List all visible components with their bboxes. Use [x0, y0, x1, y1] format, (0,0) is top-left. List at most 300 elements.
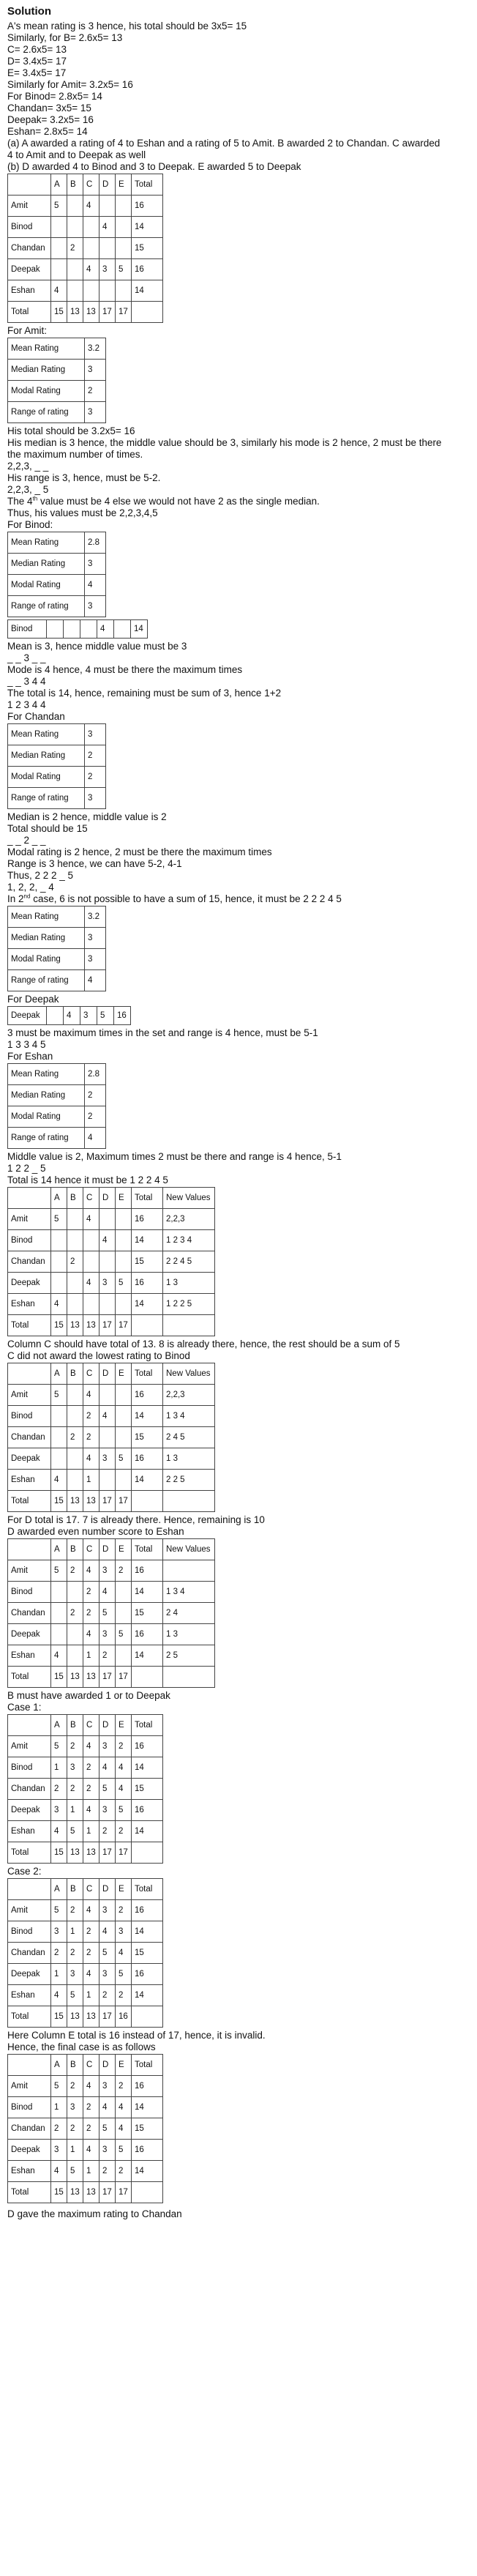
table-cell: Deepak	[8, 1800, 51, 1821]
text-line: For Deepak	[7, 994, 59, 1005]
stat-row	[8, 1128, 106, 1149]
header-cell: C	[83, 1879, 99, 1900]
table-cell	[67, 1582, 83, 1603]
stat-value: 3.2	[85, 338, 106, 360]
binod-stats-table	[7, 532, 106, 617]
table-cell: 2	[83, 2118, 99, 2140]
table-cell: 3	[80, 1007, 97, 1025]
stat-label: Mean Rating	[8, 724, 85, 745]
table-cell: 14	[132, 1406, 163, 1427]
table-cell: 17	[116, 1667, 132, 1688]
case-2-table	[7, 1878, 163, 2028]
header-cell: A	[51, 1715, 67, 1736]
table-cell: 2	[67, 2076, 83, 2097]
table-header-row	[8, 1879, 163, 1900]
table-row	[8, 1964, 163, 1985]
table-row	[8, 1736, 163, 1757]
table-cell: 2	[83, 1406, 99, 1427]
table-cell	[51, 1448, 67, 1470]
table-row	[8, 2161, 163, 2182]
table-cell	[51, 238, 67, 259]
table-cell: 15	[132, 2118, 163, 2140]
table-cell: 2	[67, 1943, 83, 1964]
table-row	[8, 1406, 215, 1427]
table-cell: 16	[132, 1209, 163, 1230]
table-cell: 4	[97, 620, 114, 639]
table-row	[8, 1943, 163, 1964]
text-line: 2,2,3, _ 5	[7, 484, 49, 495]
table-cell	[116, 1603, 132, 1624]
table-cell: 2	[67, 1736, 83, 1757]
table-cell: Amit	[8, 196, 51, 217]
header-cell: C	[83, 1539, 99, 1560]
table-cell	[132, 1667, 163, 1688]
stat-row	[8, 338, 106, 360]
text-line: Middle value is 2, Maximum times 2 must be there and range is 4 hence, 5-1	[7, 1151, 342, 1162]
table-cell: 15	[132, 1943, 163, 1964]
table-cell: 2	[116, 1985, 132, 2006]
table-cell: 2	[67, 1900, 83, 1921]
header-cell	[8, 2055, 51, 2076]
table-cell: Binod	[8, 2097, 51, 2118]
stat-label: Mean Rating	[8, 338, 85, 360]
table-cell: 2	[83, 1582, 99, 1603]
text-line: Median is 2 hence, middle value is 2	[7, 811, 167, 822]
table-cell: 3	[99, 1273, 116, 1294]
table-cell: 3	[99, 259, 116, 280]
stat-label: Modal Rating	[8, 1106, 85, 1128]
text-line: For Binod:	[7, 519, 53, 530]
table-cell: 14	[132, 2161, 163, 2182]
table-cell: Total	[8, 1842, 51, 1864]
text-line: C= 2.6x5= 13	[7, 44, 67, 55]
table-cell	[47, 620, 64, 639]
table-cell	[67, 1470, 83, 1491]
table-header-row	[8, 1539, 215, 1560]
table-row	[8, 1315, 215, 1336]
table-cell: 2 2 4 5	[163, 1251, 215, 1273]
table-cell: 5	[116, 1800, 132, 1821]
table-cell	[132, 1842, 163, 1864]
table-cell: Binod	[8, 1921, 51, 1943]
table-cell: 4	[83, 1900, 99, 1921]
table-cell: 2	[99, 1645, 116, 1667]
table-cell: 13	[67, 1315, 83, 1336]
table-row	[8, 620, 148, 639]
table-cell: 13	[67, 2006, 83, 2028]
table-cell: Eshan	[8, 1821, 51, 1842]
table-cell: 4	[83, 1560, 99, 1582]
table-cell: 17	[99, 1491, 116, 1512]
table-cell: 5	[51, 1209, 67, 1230]
stat-label: Mean Rating	[8, 1064, 85, 1085]
table-cell: 16	[132, 1736, 163, 1757]
header-cell: C	[83, 1188, 99, 1209]
header-cell: New Values	[163, 1363, 215, 1385]
table-cell: 4	[51, 1821, 67, 1842]
table-cell: 3	[67, 2097, 83, 2118]
header-cell: Total	[132, 1188, 163, 1209]
table-row	[8, 1779, 163, 1800]
table-cell: 2	[83, 1427, 99, 1448]
header-cell: C	[83, 1715, 99, 1736]
table-row	[8, 2118, 163, 2140]
table-cell: 4	[83, 1209, 99, 1230]
table-cell: 1	[67, 2140, 83, 2161]
table-row	[8, 280, 163, 302]
table-cell	[67, 1273, 83, 1294]
header-cell: Total	[132, 2055, 163, 2076]
table-cell: 5	[67, 1985, 83, 2006]
header-cell: Total	[132, 1715, 163, 1736]
table-cell: 3	[99, 1800, 116, 1821]
table-cell: 15	[132, 1427, 163, 1448]
text-line: Column C should have total of 13. 8 is already there, hence, the rest should be a sum of 5	[7, 1339, 400, 1350]
header-cell: A	[51, 174, 67, 196]
table-cell	[99, 1427, 116, 1448]
table-cell: 4	[116, 1757, 132, 1779]
table-cell: 15	[51, 1491, 67, 1512]
table-cell: 2 4	[163, 1603, 215, 1624]
table-cell	[83, 1230, 99, 1251]
stat-row	[8, 724, 106, 745]
table-cell: Amit	[8, 2076, 51, 2097]
header-cell: Total	[132, 1539, 163, 1560]
table-cell	[99, 1251, 116, 1273]
table-cell: 17	[99, 302, 116, 323]
text-line: Similarly for Amit= 3.2x5= 16	[7, 79, 133, 90]
table-cell: Binod	[8, 217, 51, 238]
header-cell: E	[116, 1539, 132, 1560]
table-row	[8, 1007, 131, 1025]
table-cell	[116, 1645, 132, 1667]
table-cell: Binod	[8, 620, 47, 639]
stat-label: Mean Rating	[8, 532, 85, 554]
header-cell: B	[67, 2055, 83, 2076]
table-cell: 5	[116, 2140, 132, 2161]
table-cell: Chandan	[8, 1251, 51, 1273]
table-cell	[83, 280, 99, 302]
table-cell	[83, 1251, 99, 1273]
text-line: Mode is 4 hence, 4 must be there the maximum times	[7, 664, 243, 675]
table-row	[8, 1273, 215, 1294]
table-cell: 14	[132, 1921, 163, 1943]
text-line: Range is 3 hence, we can have 5-2, 4-1	[7, 858, 182, 869]
table-cell: Eshan	[8, 1470, 51, 1491]
header-cell: B	[67, 1363, 83, 1385]
text-line: Hence, the final case is as follows	[7, 2041, 156, 2052]
table-cell	[67, 1448, 83, 1470]
table-cell: 17	[99, 1842, 116, 1864]
table-cell: 17	[99, 1315, 116, 1336]
table-cell	[67, 280, 83, 302]
table-row	[8, 196, 163, 217]
table-row	[8, 1667, 215, 1688]
table-cell: Total	[8, 1315, 51, 1336]
table-cell: 3	[51, 2140, 67, 2161]
table-cell: 2 2 5	[163, 1470, 215, 1491]
table-cell: 5	[116, 259, 132, 280]
ratings-table-new-values-3	[7, 1538, 215, 1688]
text-line: Eshan= 2.8x5= 14	[7, 126, 88, 137]
table-cell: 2	[116, 1900, 132, 1921]
table-cell: 2	[51, 2118, 67, 2140]
table-cell: 13	[67, 2182, 83, 2203]
header-cell: Total	[132, 1879, 163, 1900]
table-cell: 17	[99, 2182, 116, 2203]
table-cell	[116, 280, 132, 302]
table-cell: 1 3	[163, 1448, 215, 1470]
stat-value: 2	[85, 1085, 106, 1106]
table-cell: 4	[83, 259, 99, 280]
table-cell: 4	[51, 1645, 67, 1667]
stat-row	[8, 1106, 106, 1128]
table-cell: 17	[116, 302, 132, 323]
stat-value: 2	[85, 1106, 106, 1128]
text-line: Thus, 2 2 2 _ 5	[7, 870, 74, 881]
text-line: For Amit:	[7, 325, 48, 336]
stat-label: Range of rating	[8, 596, 85, 617]
table-cell	[83, 217, 99, 238]
table-cell: 14	[132, 1294, 163, 1315]
table-cell	[67, 1385, 83, 1406]
stat-value: 2	[85, 745, 106, 767]
header-cell: Total	[132, 1363, 163, 1385]
table-cell: 16	[132, 259, 163, 280]
table-cell: 5	[99, 1603, 116, 1624]
table-header-row	[8, 1363, 215, 1385]
header-cell: E	[116, 1715, 132, 1736]
table-cell: 17	[116, 2182, 132, 2203]
table-cell: 2,2,3	[163, 1209, 215, 1230]
table-cell: 2	[116, 2076, 132, 2097]
table-cell: 5	[67, 2161, 83, 2182]
table-cell	[116, 1406, 132, 1427]
stat-value: 3	[85, 724, 106, 745]
header-cell: D	[99, 1715, 116, 1736]
chandan-stats-table	[7, 723, 106, 809]
table-cell: 3	[99, 1900, 116, 1921]
stat-label: Median Rating	[8, 745, 85, 767]
table-row	[8, 1448, 215, 1470]
table-cell	[116, 196, 132, 217]
table-cell: 4	[83, 1385, 99, 1406]
table-cell	[99, 280, 116, 302]
table-row	[8, 1645, 215, 1667]
table-cell	[99, 196, 116, 217]
table-cell	[67, 259, 83, 280]
text-line: Here Column E total is 16 instead of 17, hence, it is invalid.	[7, 2030, 266, 2041]
table-cell: Eshan	[8, 2161, 51, 2182]
table-cell: Total	[8, 302, 51, 323]
stat-row	[8, 596, 106, 617]
table-cell: 1 3 4	[163, 1406, 215, 1427]
table-cell: 1	[51, 1757, 67, 1779]
stat-value: 4	[85, 575, 106, 596]
table-cell	[163, 1491, 215, 1512]
header-cell: A	[51, 1188, 67, 1209]
table-cell	[51, 217, 67, 238]
table-cell: 14	[132, 217, 163, 238]
table-cell	[132, 2006, 163, 2028]
text-line: The 4th value must be 4 else we would not have 2 as the single median.	[7, 495, 320, 507]
header-cell: D	[99, 1363, 116, 1385]
stat-row	[8, 554, 106, 575]
stat-label: Range of rating	[8, 788, 85, 809]
table-cell: 13	[83, 1491, 99, 1512]
table-cell: 5	[51, 2076, 67, 2097]
table-cell: 15	[132, 238, 163, 259]
table-row	[8, 1385, 215, 1406]
table-cell: 2	[67, 1251, 83, 1273]
table-cell: 2 4 5	[163, 1427, 215, 1448]
table-cell: 3	[99, 1560, 116, 1582]
table-cell: 2	[67, 1560, 83, 1582]
table-cell: 1	[83, 1645, 99, 1667]
header-cell: E	[116, 1879, 132, 1900]
table-row	[8, 1842, 163, 1864]
final-case-table	[7, 2054, 163, 2203]
table-row	[8, 1800, 163, 1821]
stat-value: 3	[85, 949, 106, 970]
stat-row	[8, 788, 106, 809]
text-line: Total is 14 hence it must be 1 2 2 4 5	[7, 1175, 168, 1185]
table-cell: 5	[116, 1448, 132, 1470]
stat-row	[8, 532, 106, 554]
text-line: His median is 3 hence, the middle value should be 3, similarly his mode is 2 hence, 2 must be there the maximum number of times.	[7, 437, 442, 460]
table-cell: 16	[132, 1900, 163, 1921]
table-cell: 2	[51, 1943, 67, 1964]
header-cell: A	[51, 2055, 67, 2076]
stat-value: 2.8	[85, 1064, 106, 1085]
table-cell: Chandan	[8, 1779, 51, 1800]
table-cell	[47, 1007, 64, 1025]
text-line: In 2nd case, 6 is not possible to have a sum of 15, hence, it must be 2 2 2 4 5	[7, 893, 342, 904]
table-cell: Total	[8, 2182, 51, 2203]
table-row	[8, 1900, 163, 1921]
table-cell	[67, 1406, 83, 1427]
table-cell: 5	[99, 1779, 116, 1800]
table-cell	[51, 1603, 67, 1624]
table-cell	[132, 302, 163, 323]
table-cell: Eshan	[8, 1985, 51, 2006]
stat-value: 4	[85, 1128, 106, 1149]
table-cell: 17	[99, 2006, 116, 2028]
table-cell	[51, 1230, 67, 1251]
text-line: Mean is 3, hence middle value must be 3	[7, 641, 187, 652]
stat-row	[8, 907, 106, 928]
table-cell: 14	[132, 1985, 163, 2006]
table-cell: 1	[67, 1800, 83, 1821]
header-cell	[8, 174, 51, 196]
header-cell	[8, 1715, 51, 1736]
table-cell	[51, 1582, 67, 1603]
text-line: B must have awarded 1 or to Deepak	[7, 1690, 170, 1701]
stat-value: 3	[85, 928, 106, 949]
table-cell: Binod	[8, 1406, 51, 1427]
table-cell: 5	[99, 1943, 116, 1964]
stat-label: Range of rating	[8, 1128, 85, 1149]
ratings-table-new-values-2	[7, 1363, 215, 1512]
text-line: Deepak= 3.2x5= 16	[7, 114, 94, 125]
stat-label: Modal Rating	[8, 767, 85, 788]
table-cell	[132, 2182, 163, 2203]
text-line: Total should be 15	[7, 823, 88, 834]
table-row	[8, 2076, 163, 2097]
header-cell: D	[99, 1539, 116, 1560]
table-cell: 14	[132, 1821, 163, 1842]
table-cell	[67, 1645, 83, 1667]
table-cell: 3	[99, 1736, 116, 1757]
stat-value: 3	[85, 788, 106, 809]
table-cell	[99, 1385, 116, 1406]
text-line: Chandan= 3x5= 15	[7, 103, 91, 113]
table-cell	[116, 1294, 132, 1315]
table-cell: 4	[51, 2161, 67, 2182]
table-cell: 2,2,3	[163, 1385, 215, 1406]
table-row	[8, 1821, 163, 1842]
table-cell: 14	[132, 1757, 163, 1779]
text-line: E= 3.4x5= 17	[7, 67, 67, 78]
stat-row	[8, 402, 106, 423]
table-cell: Amit	[8, 1900, 51, 1921]
eshan-stats-table	[7, 1063, 106, 1149]
stat-row	[8, 970, 106, 991]
header-cell	[8, 1539, 51, 1560]
table-cell: 4	[83, 2076, 99, 2097]
table-cell	[67, 1230, 83, 1251]
header-cell: E	[116, 1363, 132, 1385]
table-row	[8, 217, 163, 238]
text-line: Thus, his values must be 2,2,3,4,5	[7, 507, 158, 518]
table-row	[8, 2006, 163, 2028]
table-cell: 15	[51, 2006, 67, 2028]
table-cell: 14	[132, 2097, 163, 2118]
table-cell: 13	[83, 1842, 99, 1864]
table-cell	[114, 620, 131, 639]
table-cell: 1 2 2 5	[163, 1294, 215, 1315]
table-cell	[51, 1406, 67, 1427]
table-cell: 3	[51, 1921, 67, 1943]
table-cell: 13	[67, 1842, 83, 1864]
table-cell: 14	[131, 620, 148, 639]
table-row	[8, 1560, 215, 1582]
table-header-row	[8, 1715, 163, 1736]
header-cell	[8, 1363, 51, 1385]
text-line: Similarly, for B= 2.6x5= 13	[7, 32, 123, 43]
header-cell: B	[67, 1188, 83, 1209]
table-row	[8, 1470, 215, 1491]
text-line: _ _ 3 4 4	[7, 676, 46, 687]
table-row	[8, 1491, 215, 1512]
stat-row	[8, 575, 106, 596]
table-row	[8, 1230, 215, 1251]
table-cell: 5	[99, 2118, 116, 2140]
table-cell: 1 2 3 4	[163, 1230, 215, 1251]
table-cell: 16	[132, 1800, 163, 1821]
table-row	[8, 1251, 215, 1273]
table-cell	[116, 238, 132, 259]
table-cell: 1 3	[163, 1273, 215, 1294]
table-cell: Total	[8, 1491, 51, 1512]
table-cell: 2	[67, 2118, 83, 2140]
table-cell: 15	[51, 1842, 67, 1864]
table-cell: 2	[83, 1943, 99, 1964]
table-cell: 1	[83, 1821, 99, 1842]
table-cell: 15	[132, 1779, 163, 1800]
table-cell: 16	[114, 1007, 131, 1025]
table-cell: 2	[67, 1603, 83, 1624]
